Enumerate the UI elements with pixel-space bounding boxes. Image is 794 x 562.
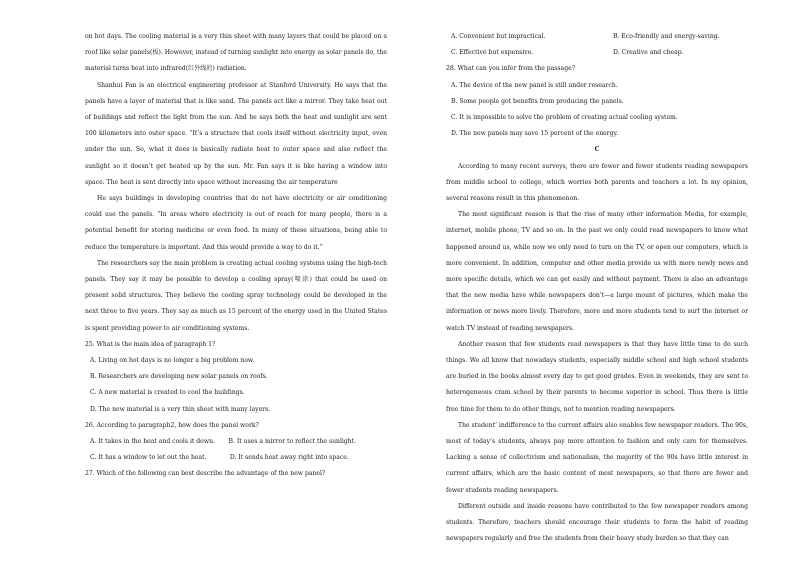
passage-paragraph: The researchers say the main problem is creating actual cooling systems using the high-tech panels. They say it may be possible to develop a cooling spray(喷涂) that could be used on present solid structures. They believe the cooling spray technology could be developed in the next three to five years. They say as much as 15 percent of the energy used in the United States is spent providing power to air conditioning systems. — [85, 259, 387, 332]
option-27-a: A. Convenient but impractical. — [451, 33, 546, 40]
option-27-ab — [446, 29, 748, 45]
option-25-a: A. Living on hot days is no longer a big problem now. — [90, 357, 255, 365]
option-28-a: A. The device of the new panel is still under research. — [451, 81, 618, 89]
option-26-c: C. It has a window to let out the heat. — [90, 454, 207, 462]
question-26: 26. According to paragraph2, how does the panel work? — [85, 421, 259, 429]
passage-paragraph: Different outside and inside reasons have contributed to the few newspaper readers among students. Therefore, teachers should encourage their students to form the habit of reading newspapers regularly and free the students from their heavy study burden so that they can — [446, 502, 748, 543]
option-25-c: C. A new material is created to cool the buildings. — [90, 389, 245, 397]
question-25: 25. What is the main idea of paragraph 1? — [85, 340, 216, 348]
question-27: 27. Which of the following can best describe the advantage of the new panel? — [85, 470, 326, 478]
question-28: 28. What can you infer from the passage? — [446, 65, 575, 73]
option-28-c: C. It is impossible to solve the problem of creating actual cooling system. — [451, 114, 678, 122]
option-26-cd — [85, 450, 387, 466]
option-26-a: A. It takes in the heat and cools it down. — [90, 438, 215, 446]
passage-paragraph: The most significant reason is that the rise of many other information Media, for example, internet, mobile phone, TV and so on. In the past we only could read newspapers to know what happened around us, while now we only need to turn on the TV, or open our computers, which is more convenient. In addition, computer and other media provide us with more newly news and more specific details, which we can get easily and without payment. There is also an advantage that the new media have while newspapers don’t—a large mount of pictures, which make the information or news more lively. Therefore, more and more students tend to surf the internet or watch TV instead of reading newspapers. — [446, 211, 748, 332]
option-28-b: B. Some people got benefits from producing the panels. — [451, 97, 624, 105]
option-27-b: B. Eco-friendly and energy-saving. — [613, 33, 720, 40]
option-28-d: D. The new panels may save 15 percent of the energy. — [451, 130, 619, 138]
passage-paragraph: He says buildings in developing countries that do not have electricity or air conditioning could use the panels. “In areas where electricity is out of reach for many people, there is a potential benefit for storing medicine or even food. In many of these situations, being able to reduce the temperature is important. And this would provide a way to do it.” — [85, 195, 387, 251]
passage-paragraph: on hot days. The cooling material is a very thin sheet with many layers that could be placed on a roof like solar panels(板). However, instead of turning sunlight into energy as solar panels do, the material turns heat into infrared(红外线的) radiation. — [85, 33, 387, 73]
left-column — [85, 29, 387, 483]
passage-paragraph: According to many recent surveys, there are fewer and fewer students reading newspapers from middle school to college, which worries both parents and teachers a lot. In my opinion, several reasons result in this phenomenon. — [446, 162, 748, 203]
option-27-d: D. Creative and cheap. — [613, 49, 684, 57]
option-27-c: C. Effective but expensive. — [451, 49, 534, 57]
passage-paragraph: Another reason that few students read newspapers is that they have little time to do such things. We all know that nowadays students, especially middle school and high school students are buried in the books almost every day to get good grades. Even in weekends, they are sent to heterogeneous cram school by their parents to become superior in school. Thus there is little free time for them to do other things, not to mention reading newspapers. — [446, 340, 748, 413]
section-heading: C — [594, 146, 600, 154]
passage-paragraph: Shanhui Fan is an electrical engineering professor at Stanford University. He says that the panels have a layer of material that is like sand. The panels act like a mirror. They take heat out of buildings and reflect the light from the sun. And he says both the heat and sunlight are sent 100 kilometers into outer space. “It’s a structure that cools itself without electricity input, even under the sun. So, what it does is basically radiate heat to outer space and also reflect the sunlight so it doesn’t get heated up by the sun. Mr. Fan says it is like having a window into space. The heat is sent directly into space without increasing the air temperature — [85, 81, 387, 186]
option-26-d: D. It sends heat away right into space. — [229, 454, 349, 462]
right-column — [446, 29, 748, 548]
option-25-b: B. Researchers are developing new solar panels on roofs. — [90, 373, 268, 381]
option-26-b: B. It uses a mirror to reflect the sunlight. — [228, 438, 357, 446]
option-27-cd — [446, 45, 748, 61]
option-25-d: D. The new material is a very thin sheet with many layers. — [90, 405, 271, 413]
passage-paragraph: The student’ indifference to the current affairs also enables few newspaper readers. The 90s, most of today’s students, always pay more attention to fashion and only care for themselves. Lacking a sense of collectivism and nationalism, the majority of the 90s have little interest in current affairs, which are the basic content of most newspapers, so that there are fewer and fewer students reading newspapers. — [446, 421, 748, 494]
option-26-ab — [85, 434, 387, 450]
